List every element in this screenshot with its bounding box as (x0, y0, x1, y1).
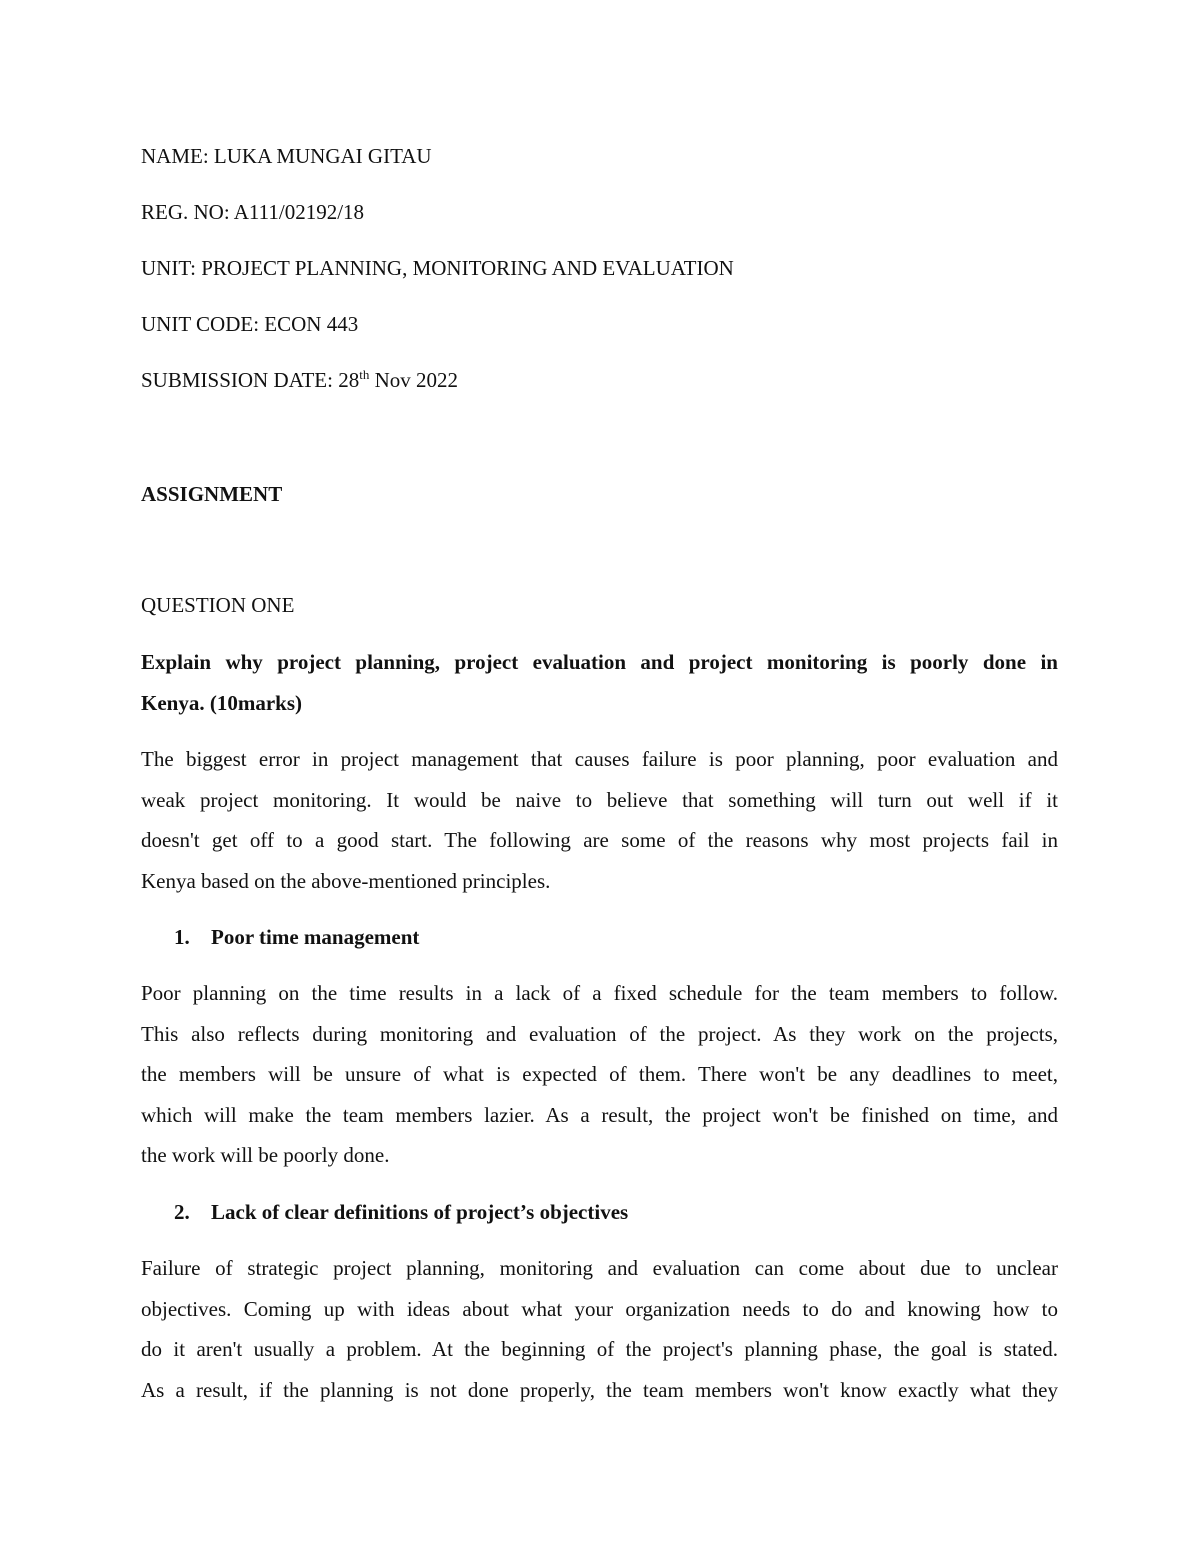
submission-date (141, 367, 458, 393)
unit-code: UNIT CODE: ECON 443 (141, 312, 359, 336)
paragraph-line: Poor planning on the time results in a lack of a fixed schedule for the team members to follow. (141, 981, 1058, 1005)
section-number: 1. (174, 925, 190, 949)
registration-number: REG. NO: A111/02192/18 (141, 200, 365, 224)
paragraph-line: the work will be poorly done. (141, 1143, 390, 1167)
paragraph-line: doesn't get off to a good start. The following are some of the reasons why most projects fail in (141, 828, 1058, 852)
paragraph-line: which will make the team members lazier. As a result, the project won't be finished on time, and (141, 1102, 1058, 1127)
question-text (141, 642, 1058, 723)
section-number: 2. (174, 1200, 190, 1224)
section-heading-text: Poor time management (211, 925, 420, 949)
paragraph-line: do it aren't usually a problem. At the beginning of the project's planning phase, the goal is stated. (141, 1337, 1058, 1361)
paragraph-line: weak project monitoring. It would be naive to believe that something will turn out well if it (141, 787, 1058, 812)
paragraph-line: As a result, if the planning is not done properly, the team members won't know exactly what they (141, 1377, 1058, 1402)
question-label: QUESTION ONE (141, 593, 295, 617)
submission-date-prefix: SUBMISSION DATE: 28 (141, 368, 360, 392)
section-heading (174, 924, 419, 950)
paragraph-line: This also reflects during monitoring and evaluation of the project. As they work on the projects, (141, 1021, 1058, 1046)
section-body (141, 973, 1058, 1176)
question-text-line: Explain why project planning, project evaluation and project monitoring is poorly done in (141, 650, 1058, 674)
section-heading-text: Lack of clear definitions of project’s objectives (211, 1200, 629, 1224)
submission-date-suffix: Nov 2022 (369, 368, 458, 392)
paragraph-line: Kenya based on the above-mentioned principles. (141, 868, 551, 893)
intro-paragraph (141, 739, 1058, 901)
paragraph-line: The biggest error in project management that causes failure is poor planning, poor evaluation and (141, 747, 1058, 771)
paragraph-line: Failure of strategic project planning, monitoring and evaluation can come about due to unclear (141, 1256, 1058, 1280)
section-body (141, 1248, 1058, 1410)
paragraph-line: the members will be unsure of what is expected of them. There won't be any deadlines to meet, (141, 1062, 1058, 1086)
assignment-title: ASSIGNMENT (141, 482, 283, 506)
student-name: NAME: LUKA MUNGAI GITAU (141, 144, 432, 168)
paragraph-line: objectives. Coming up with ideas about what your organization needs to do and knowing how to (141, 1296, 1058, 1321)
section-heading (174, 1199, 628, 1225)
unit-title: UNIT: PROJECT PLANNING, MONITORING AND EVALUATION (141, 256, 734, 280)
submission-date-superscript: th (359, 367, 370, 382)
question-text-line: Kenya. (10marks) (141, 690, 302, 715)
